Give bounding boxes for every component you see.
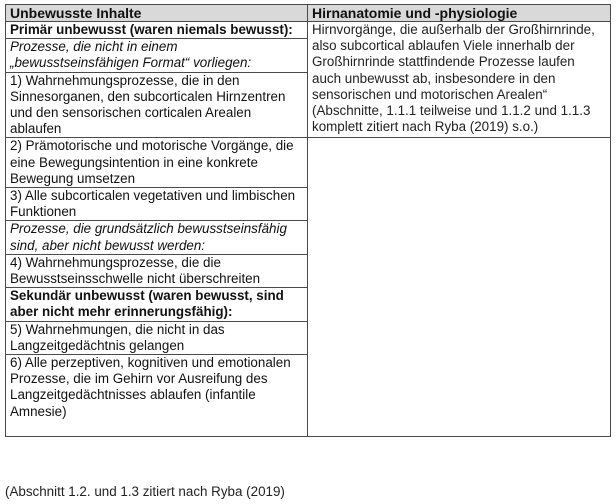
item-1-wahrnehmungsprozesse: 1) Wahrnehmungsprozesse, die in den Sinnesorganen, den subcorticalen Hirnzentren und den sensorischen corticalen Arealen ablaufen [6,72,308,138]
header-hirnanatomie: Hirnanatomie und -physiologie [308,5,611,22]
hirnanatomie-description: Hirnvorgänge, die außerhalb der Großhirnrinde, also subcortical ablaufen Viele innerhalb der Großhirnrinde stattfindende Prozesse laufen auch unbewusst ab, insbesondere in den sensorischen und motorischen Arealen“ (Abschnitte, 1.1.1 teilweise und 1.1.2 und 1.1.3 komplett zitiert nach Ryba (2019) s.o.) [308,22,611,138]
table-header-row [6,5,611,22]
item-2-praemotorische-vorgaenge: 2) Prämotorische und motorische Vorgänge, die eine Bewegungsintention in eine konkrete Bewegung umsetzen [6,138,308,188]
item-6-infantile-amnesie: 6) Alle perzeptiven, kognitiven und emotionalen Prozesse, die im Gehirn vor Ausreifung des Langzeitgedächtnisses ablaufen (infantile Amnesie) [6,355,308,437]
table-row [6,22,611,39]
item-5-langzeitgedaechtnis: 5) Wahrnehmungen, die nicht in das Langzeitgedächtnis gelangen [6,321,308,354]
header-unbewusste-inhalte: Unbewusste Inhalte [6,5,308,22]
table-row [6,138,611,188]
subsection-grundsaetzlich-bewusstseinsfaehig: Prozesse, die grundsätzlich bewusstseinsfähig sind, aber nicht bewusst werden: [6,221,308,254]
section-sekundaer-unbewusst: Sekundär unbewusst (waren bewusst, sind aber nicht mehr erinnerungsfähig): [6,288,308,321]
item-3-vegetative-funktionen: 3) Alle subcorticalen vegetativen und limbischen Funktionen [6,188,308,221]
item-4-bewusstseinsschwelle: 4) Wahrnehmungsprozesse, die die Bewusstseinsschwelle nicht überschreiten [6,254,308,287]
section-primaer-unbewusst: Primär unbewusst (waren niemals bewusst): [6,22,308,39]
subsection-nicht-bewusstseinsfaehig: Prozesse, die nicht in einem „bewusstseinsfähigen Format“ vorliegen: [6,39,308,72]
empty-right-cell [308,138,611,436]
source-footnote: (Abschnitt 1.2. und 1.3 zitiert nach Ryba (2019) [5,484,285,499]
content-table [5,4,611,437]
